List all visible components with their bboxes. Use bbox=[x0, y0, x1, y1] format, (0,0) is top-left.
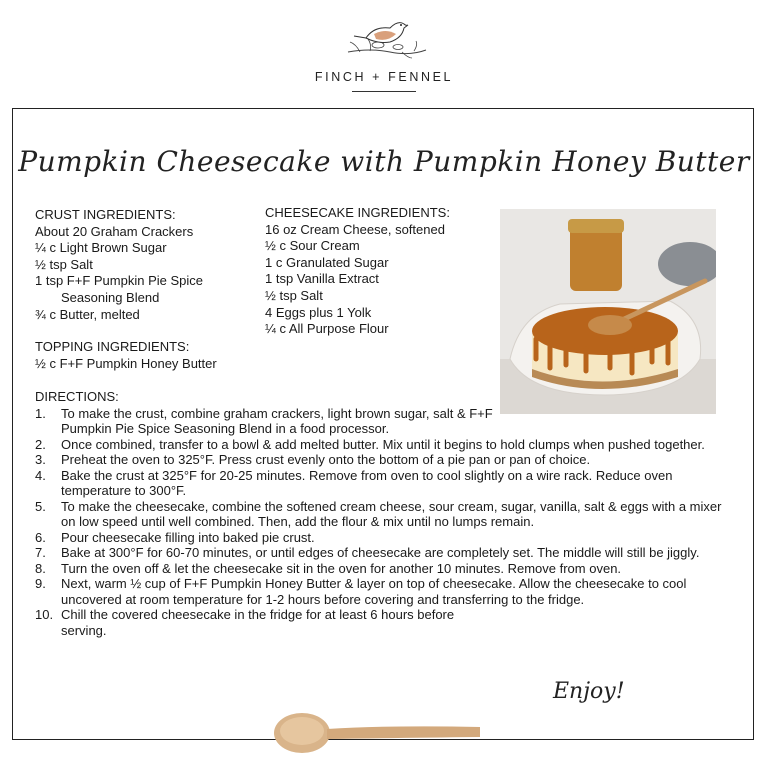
cheesecake-item: ½ c Sour Cream bbox=[265, 238, 360, 254]
cheesecake-photo bbox=[500, 209, 716, 414]
topping-ingredients bbox=[35, 339, 217, 372]
recipe-title: Pumpkin Cheesecake with Pumpkin Honey Butter bbox=[18, 145, 750, 178]
cheesecake-item: 1 tsp Vanilla Extract bbox=[265, 271, 379, 287]
step-number: 2. bbox=[35, 436, 46, 452]
directions bbox=[35, 389, 735, 638]
direction-step bbox=[35, 545, 735, 561]
finch-bird-logo-icon bbox=[340, 12, 430, 64]
step-number: 3. bbox=[35, 452, 46, 467]
cheesecake-item: ½ tsp Salt bbox=[265, 287, 323, 303]
crust-item: ½ tsp Salt bbox=[35, 256, 93, 272]
step-number: 6. bbox=[35, 529, 46, 545]
step-text: Bake at 300°F for 60-70 minutes, or until edges of cheesecake are completely set. The middle will still be jiggly. bbox=[61, 545, 700, 560]
step-text: Chill the covered cheesecake in the fridge for at least 6 hours before serving. bbox=[61, 607, 455, 638]
direction-step bbox=[35, 437, 735, 453]
step-number: 1. bbox=[35, 405, 46, 421]
step-number: 9. bbox=[35, 576, 46, 591]
crust-item: About 20 Graham Crackers bbox=[35, 223, 194, 239]
step-number: 10. bbox=[35, 607, 54, 622]
cheesecake-ingredients bbox=[265, 205, 450, 338]
direction-step bbox=[35, 468, 735, 499]
topping-item: ½ c F+F Pumpkin Honey Butter bbox=[35, 355, 217, 371]
step-number: 4. bbox=[35, 467, 46, 483]
step-text: Pour cheesecake filling into baked pie crust. bbox=[61, 529, 315, 545]
direction-step bbox=[35, 530, 735, 546]
crust-item: 1 tsp F+F Pumpkin Pie Spice bbox=[35, 273, 203, 289]
step-text: Next, warm ½ cup of F+F Pumpkin Honey Butter & layer on top of cheesecake. Allow the cheesecake to cool uncovered at room temperature for 1-2 hours before covering and transferring to the fridge. bbox=[61, 576, 687, 607]
step-number: 7. bbox=[35, 545, 46, 560]
crust-ingredients bbox=[35, 207, 203, 323]
step-text: To make the cheesecake, combine the softened cream cheese, sour cream, sugar, vanilla, salt & eggs with a mixer on low speed until well combined. Then, add the flour & mix until no lumps remain. bbox=[61, 498, 722, 529]
step-text: Once combined, transfer to a bowl & add melted butter. Mix until it begins to hold clumps when pushed together. bbox=[61, 436, 705, 452]
recipe-card bbox=[12, 108, 754, 740]
wooden-spoon-icon bbox=[272, 705, 482, 765]
directions-heading: DIRECTIONS: bbox=[35, 389, 119, 404]
cheesecake-item: 16 oz Cream Cheese, softened bbox=[265, 221, 445, 237]
brand-underline bbox=[352, 91, 416, 92]
step-text: Turn the oven off & let the cheesecake sit in the oven for another 10 minutes. Remove from oven. bbox=[61, 560, 622, 576]
direction-step bbox=[35, 452, 735, 468]
cheesecake-heading: CHEESECAKE INGREDIENTS: bbox=[265, 205, 450, 220]
direction-step bbox=[35, 406, 735, 437]
brand-name: FINCH + FENNEL bbox=[314, 70, 454, 84]
step-text: Bake the crust at 325°F for 20-25 minutes. Remove from oven to cool slightly on a wire rack. Reduce oven temperature to 300°F. bbox=[61, 467, 673, 498]
cheesecake-item: 1 c Granulated Sugar bbox=[265, 254, 389, 270]
crust-item: ¾ c Butter, melted bbox=[35, 306, 140, 322]
crust-item: ¼ c Light Brown Sugar bbox=[35, 240, 167, 256]
step-number: 8. bbox=[35, 560, 46, 576]
enjoy-signoff: Enjoy! bbox=[553, 679, 625, 704]
cheesecake-item: ¼ c All Purpose Flour bbox=[265, 321, 389, 337]
crust-heading: CRUST INGREDIENTS: bbox=[35, 207, 176, 222]
crust-item: Seasoning Blend bbox=[61, 289, 160, 305]
direction-step bbox=[35, 499, 735, 530]
direction-step bbox=[35, 607, 735, 638]
topping-heading: TOPPING INGREDIENTS: bbox=[35, 339, 190, 354]
step-number: 5. bbox=[35, 498, 46, 514]
step-text: To make the crust, combine graham crackers, light brown sugar, salt & F+F Pumpkin Pie Spice Seasoning Blend in a food processor. bbox=[61, 405, 493, 436]
direction-step bbox=[35, 576, 735, 607]
cheesecake-item: 4 Eggs plus 1 Yolk bbox=[265, 304, 372, 320]
step-text: Preheat the oven to 325°F. Press crust evenly onto the bottom of a pie pan or pan of choice. bbox=[61, 452, 591, 467]
direction-step bbox=[35, 561, 735, 577]
